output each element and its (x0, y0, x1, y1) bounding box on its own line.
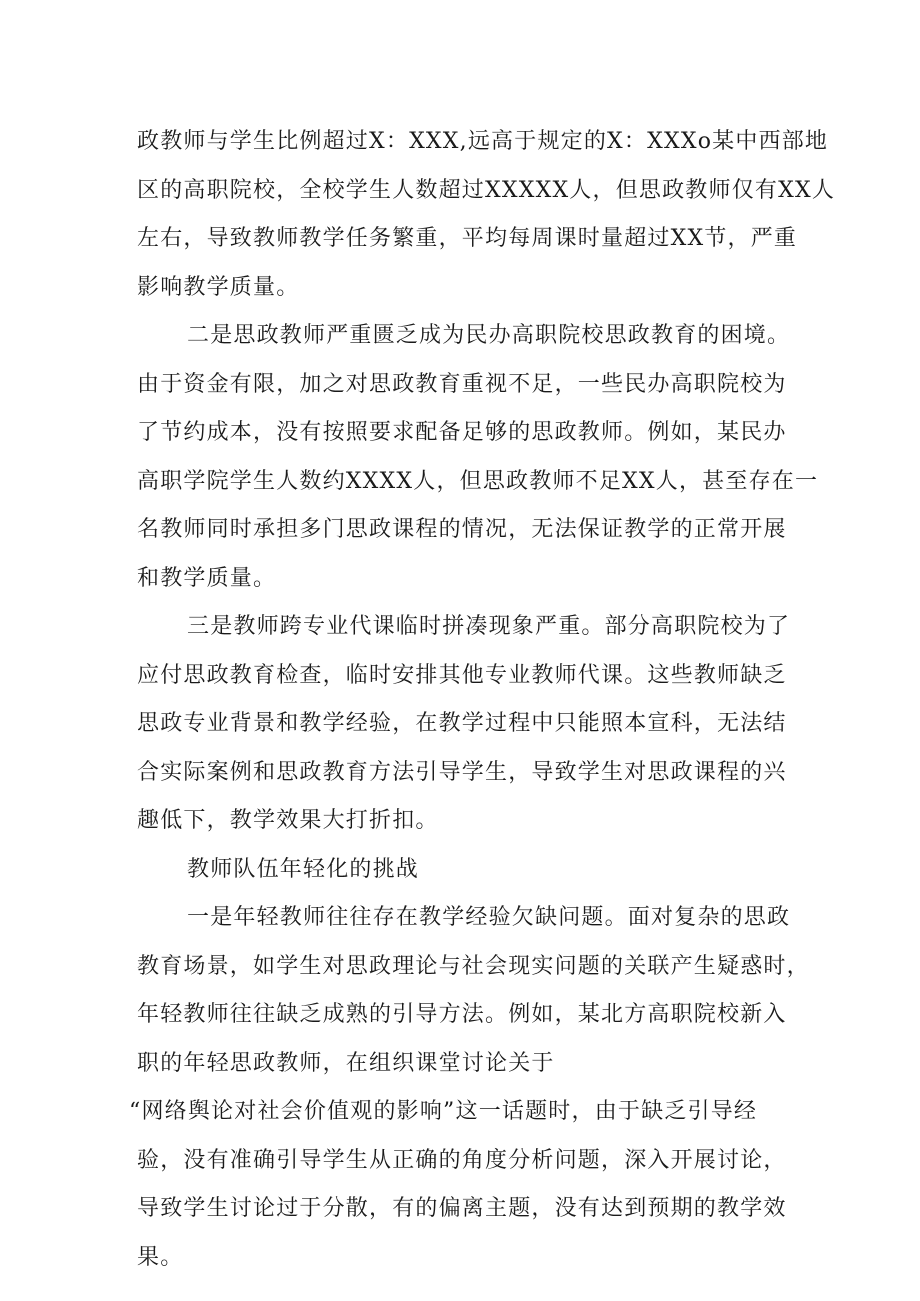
paragraph-start-line: 三是教师跨专业代课临时拼凑现象严重。部分高职院校为了 (187, 614, 791, 639)
text-line: 果。 (137, 1244, 184, 1270)
text-line: 影响教学质量。 (137, 274, 300, 300)
text-line: 了节约成本，没有按照要求配备足够的思政教师。例如，某民办 (137, 420, 787, 445)
text-line: “网络舆论对社会价值观的影响”这一话题时，由于缺乏引导经 (129, 1099, 758, 1124)
paragraph-start-line: 二是思政教师严重匮乏成为民办高职院校思政教育的困境。 (187, 323, 791, 348)
text-line: 由于资金有限，加之对思政教育重视不足，一些民办高职院校为 (137, 371, 787, 397)
text-line: 教育场景，如学生对思政理论与社会现实问题的关联产生疑惑时， (137, 953, 810, 979)
text-line: 名教师同时承担多门思政课程的情况，无法保证教学的正常开展 (137, 517, 787, 542)
document-body (129, 118, 836, 1282)
paragraph-start-line: 一是年轻教师往往存在教学经验欠缺问题。面对复杂的思政 (187, 905, 791, 930)
text-line: 区的高职院校，全校学生人数超过XXXXX人，但思政教师仅有XX人 (137, 177, 836, 203)
text-line: 高职学院学生人数约XXXX人，但思政教师不足XX人，甚至存在一 (137, 468, 819, 494)
text-line: 合实际案例和思政教育方法引导学生，导致学生对思政课程的兴 (137, 759, 787, 785)
text-line: 应付思政教育检查，临时安排其他专业教师代课。这些教师缺乏 (137, 662, 787, 688)
section-heading: 教师队伍年轻化的挑战 (187, 856, 420, 882)
text-line: 验，没有准确引导学生从正确的角度分析问题，深入开展讨论， (137, 1147, 787, 1173)
text-line: 导致学生讨论过于分散，有的偏离主题，没有达到预期的教学效 (137, 1196, 787, 1221)
text-line: 年轻教师往往缺乏成熟的引导方法。例如，某北方高职院校新入 (137, 1002, 787, 1027)
text-line: 思政专业背景和教学经验，在教学过程中只能照本宣科，无法结 (137, 711, 787, 736)
text-line: 左右，导致教师教学任务繁重，平均每周课时量超过XX节，严重 (137, 226, 798, 251)
text-line: 职的年轻思政教师，在组织课堂讨论关于 (137, 1050, 555, 1076)
text-line: 趣低下，教学效果大打折扣。 (137, 808, 439, 833)
text-line: 和教学质量。 (137, 565, 277, 591)
text-line: 政教师与学生比例超过X：XXX,远高于规定的X：XXXo某中西部地 (137, 129, 829, 154)
